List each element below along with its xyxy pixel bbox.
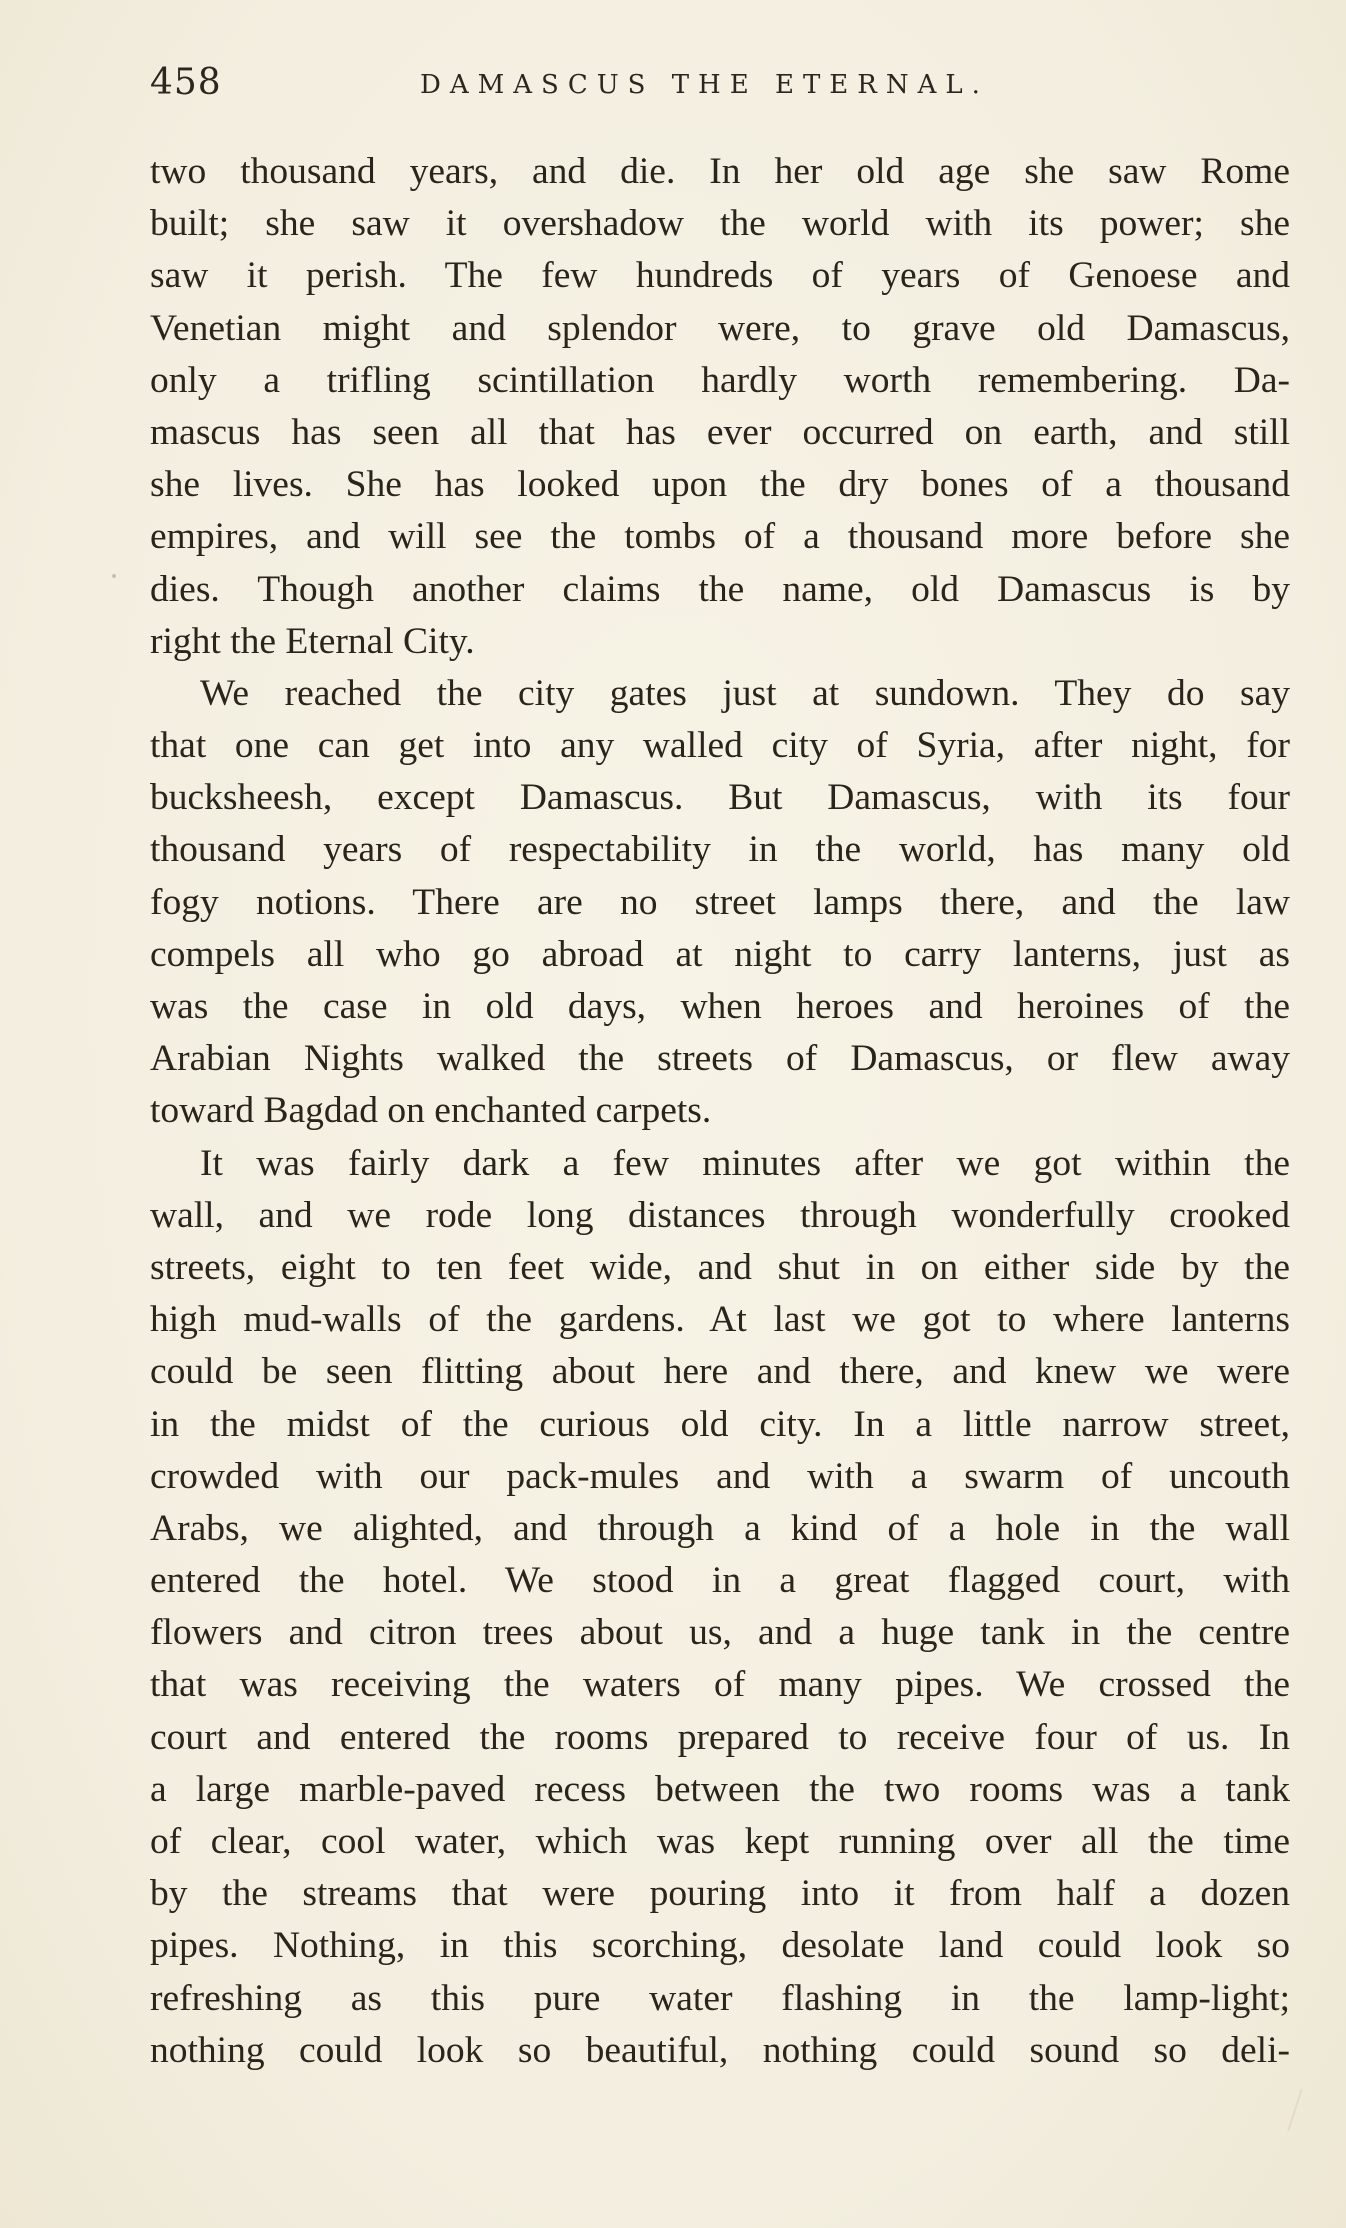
text-line: two thousand years, and die. In her old age she saw Rome: [150, 151, 1290, 192]
paragraph-start-line: It was fairly dark a few minutes after we got within the: [200, 1142, 1290, 1184]
text-line: streets, eight to ten feet wide, and shut in on either side by the: [150, 1246, 1290, 1288]
text-line: of clear, cool water, which was kept running over all the time: [150, 1821, 1290, 1862]
text-line: wall, and we rode long distances through wonderfully crooked: [150, 1194, 1290, 1236]
text-line: a large marble-paved recess between the two rooms was a tank: [150, 1768, 1290, 1810]
text-line: pipes. Nothing, in this scorching, desolate land could look so: [150, 1925, 1290, 1967]
text-line: Venetian might and splendor were, to grave old Damascus,: [150, 307, 1290, 349]
text-line: entered the hotel. We stood in a great flagged court, with: [150, 1560, 1290, 1602]
page-header: [150, 62, 1330, 122]
text-line: court and entered the rooms prepared to receive four of us. In: [150, 1716, 1290, 1758]
text-line: refreshing as this pure water flashing in the lamp-light;: [150, 1977, 1290, 2019]
text-line: empires, and will see the tombs of a thousand more before she: [150, 516, 1290, 558]
text-line: built; she saw it overshadow the world with its power; she: [150, 203, 1290, 245]
text-line: toward Bagdad on enchanted carpets.: [150, 1090, 712, 1132]
text-line: Arabs, we alighted, and through a kind of a hole in the wall: [150, 1507, 1290, 1549]
text-line: flowers and citron trees about us, and a huge tank in the centre: [150, 1612, 1290, 1654]
margin-speck: [112, 574, 116, 578]
text-line: Arabian Nights walked the streets of Damascus, or flew away: [150, 1038, 1290, 1080]
text-line: bucksheesh, except Damascus. But Damascus, with its four: [150, 777, 1290, 819]
text-line: nothing could look so beautiful, nothing could sound so deli-: [150, 2029, 1290, 2071]
text-line: by the streams that were pouring into it from half a dozen: [150, 1873, 1290, 1915]
text-line: she lives. She has looked upon the dry bones of a thousand: [150, 464, 1290, 506]
page-number: 458: [150, 62, 222, 103]
text-line: that was receiving the waters of many pipes. We crossed the: [150, 1664, 1290, 1706]
text-line: compels all who go abroad at night to carry lanterns, just as: [150, 933, 1290, 975]
text-line: was the case in old days, when heroes and heroines of the: [150, 986, 1290, 1027]
text-line: in the midst of the curious old city. In a little narrow street,: [150, 1403, 1290, 1445]
running-title: DAMASCUS THE ETERNAL.: [420, 70, 989, 100]
text-line: saw it perish. The few hundreds of years of Genoese and: [150, 255, 1290, 297]
text-line: mascus has seen all that has ever occurred on earth, and still: [150, 411, 1290, 453]
text-line: fogy notions. There are no street lamps there, and the law: [150, 881, 1290, 923]
body-text: [150, 146, 1290, 2077]
text-line: dies. Though another claims the name, old Damascus is by: [150, 568, 1290, 610]
text-line: high mud-walls of the gardens. At last we got to where lanterns: [150, 1299, 1290, 1341]
text-line: crowded with our pack-mules and with a swarm of uncouth: [150, 1455, 1290, 1497]
page-edge-mark: [1287, 2089, 1302, 2131]
text-line: right the Eternal City.: [150, 620, 475, 662]
text-line: that one can get into any walled city of Syria, after night, for: [150, 725, 1290, 767]
paragraph-start-line: We reached the city gates just at sundown. They do say: [200, 672, 1290, 714]
text-line: could be seen flitting about here and there, and knew we were: [150, 1351, 1290, 1393]
text-line: only a trifling scintillation hardly worth remembering. Da-: [150, 359, 1290, 401]
text-line: thousand years of respectability in the world, has many old: [150, 829, 1290, 871]
